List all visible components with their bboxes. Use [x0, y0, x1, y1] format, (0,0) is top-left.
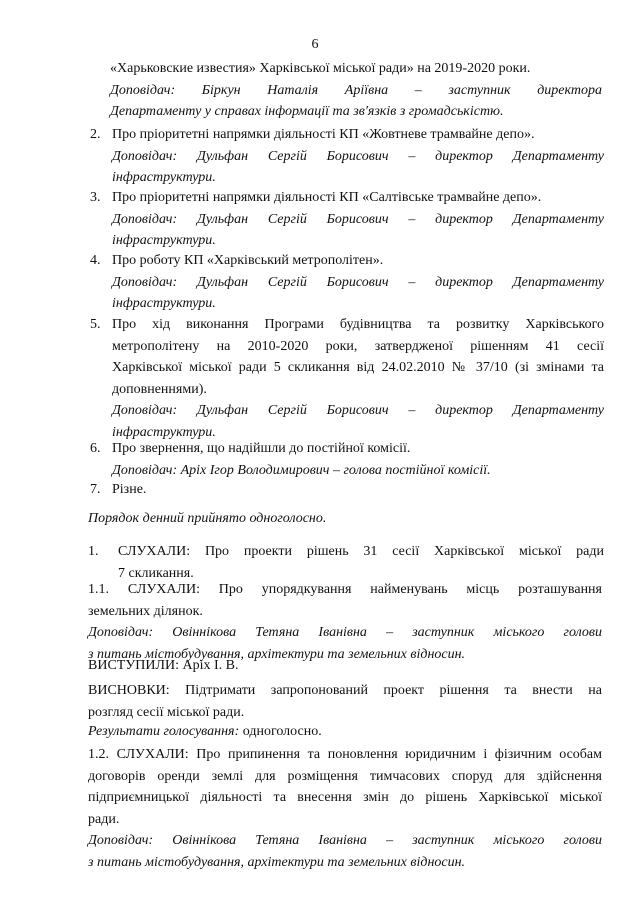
agenda-item-7 — [90, 479, 604, 501]
item-heard: 1.1. СЛУХАЛИ: Про упорядкування найменувань місць розташування — [88, 582, 602, 597]
agenda-item-speaker: Доповідач: Дульфан Сергій Борисович – директор Департаменту — [112, 211, 604, 227]
item-1-1-vote — [88, 721, 602, 743]
agenda-item-number: 6. — [90, 441, 101, 456]
item-1-1 — [88, 579, 602, 665]
agenda-item-number: 7. — [90, 482, 101, 497]
agenda-item-text: Про роботу КП «Харківський метрополітен». — [112, 253, 384, 268]
agenda-item-speaker: Доповідач: Аріх Ігор Володимирович – голова постійної комісії. — [112, 462, 491, 478]
agenda-item-text: Харківської міської ради 5 скликання від 24.02.2010 № 37/10 (зі змінами та — [112, 360, 604, 375]
agenda-item-speaker-cont: інфраструктури. — [112, 296, 216, 311]
item-speaker-cont: з питань містобудування, архітектури та земельних відносин. — [88, 854, 466, 870]
intro-block — [110, 58, 602, 123]
agenda-item-speaker-cont: інфраструктури. — [112, 424, 216, 440]
intro-speaker: Доповідач: Біркун Наталія Аріївна – заступник директора — [110, 82, 602, 98]
item-1-1-conclusions — [88, 680, 602, 723]
section-heard: СЛУХАЛИ: Про проекти рішень 31 сесії Харківської міської ради — [118, 544, 604, 559]
intro-speaker-cont: Департаменту у справах інформації та зв'язків з громадськістю. — [110, 104, 504, 119]
agenda-item-text: Різне. — [112, 482, 147, 497]
item-1-1-spoke: ВИСТУПИЛИ: Аріх І. В. — [88, 658, 239, 673]
agenda-item-5 — [90, 314, 604, 443]
agenda-item-text: Про пріоритетні напрямки діяльності КП «Жовтневе трамвайне депо». — [112, 127, 535, 142]
agenda-item-speaker-cont: інфраструктури. — [112, 170, 216, 185]
agenda-item-text: Про звернення, що надійшли до постійної комісії. — [112, 441, 411, 456]
item-speaker-cont: з питань містобудування, архітектури та земельних відносин. — [88, 646, 466, 662]
vote-value: одноголосно. — [239, 724, 322, 739]
agenda-item-number: 3. — [90, 190, 101, 205]
agenda-item-text: доповненнями). — [112, 381, 207, 397]
item-heard: 1.2. СЛУХАЛИ: Про припинення та поновлення юридичним і фізичним особам — [88, 747, 602, 762]
item-heard-cont: земельних ділянок. — [88, 603, 203, 619]
agenda-item-6 — [90, 438, 604, 481]
item-1-2 — [88, 744, 602, 873]
agenda-item-3 — [90, 187, 604, 252]
agenda-item-number: 4. — [90, 253, 101, 268]
section-number: 1. — [88, 544, 99, 559]
intro-text: «Харьковские известия» Харківської міської ради» на 2019-2020 роки. — [110, 61, 531, 76]
section-1 — [88, 541, 604, 584]
agenda-item-speaker-cont: інфраструктури. — [112, 233, 216, 248]
agenda-item-speaker: Доповідач: Дульфан Сергій Борисович – директор Департаменту — [112, 148, 604, 164]
agenda-item-text: Про пріоритетні напрямки діяльності КП «Салтівське трамвайне депо». — [112, 190, 542, 205]
agenda-item-number: 2. — [90, 127, 101, 142]
item-heard-cont: ради. — [88, 811, 120, 827]
agenda-item-number: 5. — [90, 317, 101, 332]
item-speaker: Доповідач: Овіннікова Тетяна Іванівна – заступник міського голови — [88, 625, 602, 640]
conclusions-text-cont: розгляд сесії міської ради. — [88, 704, 245, 720]
agenda-item-4 — [90, 250, 604, 315]
conclusions-text: ВИСНОВКИ: Підтримати запропонований проект рішення та внести на — [88, 683, 602, 698]
agenda-item-text: Про хід виконання Програми будівництва та розвитку Харківського — [112, 317, 604, 332]
agenda-item-2 — [90, 124, 604, 189]
item-heard-cont: підприємницької діяльності та внесення змін до рішень Харківської міської — [88, 790, 602, 805]
agenda-adopted: Порядок денний прийнято одноголосно. — [88, 511, 327, 526]
vote-label: Результати голосування: — [88, 724, 240, 739]
agenda-item-speaker: Доповідач: Дульфан Сергій Борисович – директор Департаменту — [112, 274, 604, 290]
agenda-item-speaker: Доповідач: Дульфан Сергій Борисович – директор Департаменту — [112, 403, 604, 418]
item-heard-cont: договорів оренди землі для розміщення тимчасових споруд для здійснення — [88, 768, 602, 784]
section-heard-cont: 7 скликання. — [118, 565, 194, 581]
item-speaker: Доповідач: Овіннікова Тетяна Іванівна – заступник міського голови — [88, 833, 602, 848]
page-number: 6 — [311, 37, 319, 52]
agenda-item-text: метрополітену на 2010-2020 роки, затвердженої рішенням 41 сесії — [112, 338, 604, 354]
